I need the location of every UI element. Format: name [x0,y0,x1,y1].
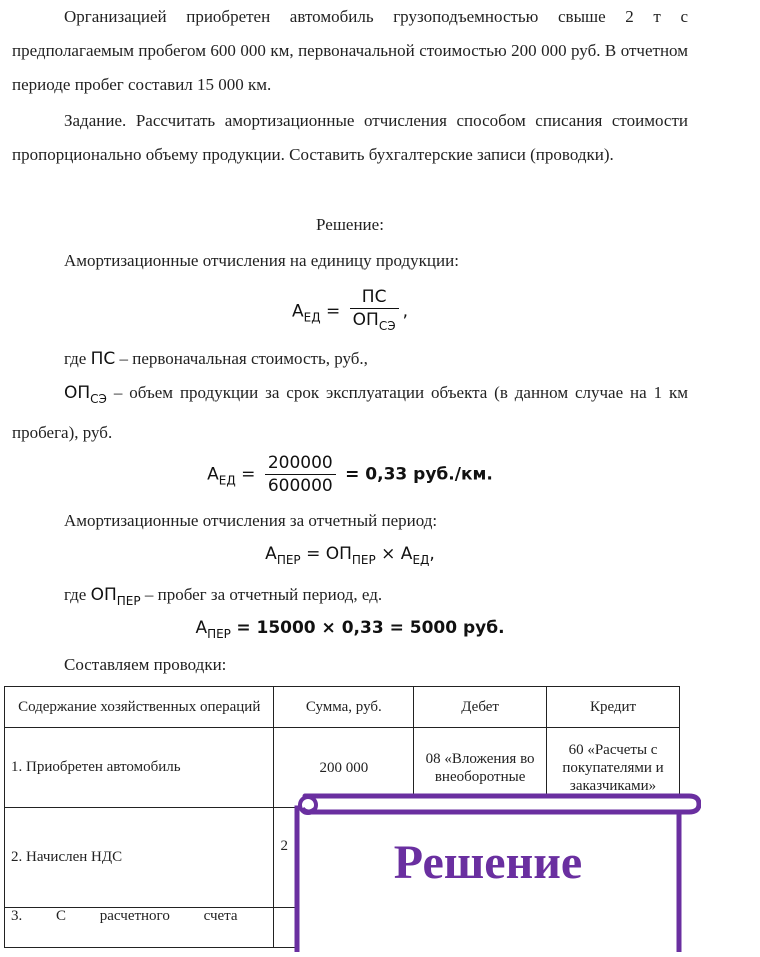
cell-operation: 1. Приобретен автомобиль [5,728,274,808]
paragraph-task: Задание. Рассчитать амортизационные отчисления способом списания стоимости пропорционально объему продукции. Составить бухгалтерские записи (проводки). [12,111,688,164]
cell-debit: 08 «Вложения во внеоборотные [414,728,547,808]
header-credit: Кредит [547,687,680,728]
overlay-label: Решение [393,836,583,889]
formula-period: $А_{ПЕР} = ОП_{ПЕР} \times А_{ЕД}$, [265,544,435,567]
header-sum: Сумма, руб. [274,687,414,728]
definition-op-per: где $ОП_{ПЕР}$ – пробег за отчетный период, ед. [64,585,383,608]
formula-per-unit-value: $А_{ЕД}$ = $\frac{200000}{600000}$ = 0,33 руб./км. [207,453,493,496]
cell-sum: 200 000 [274,728,414,808]
formula-per-unit: $А_{ЕД}$ = $\frac{ПС}{ОП_{СЭ}}$ , [291,287,408,333]
paragraph-period: Амортизационные отчисления за отчетный период: [64,511,438,530]
paragraph-entries: Составляем проводки: [64,655,227,674]
cell-operation: 2. Начислен НДС [5,808,274,908]
paragraph-per-unit: Амортизационные отчисления на единицу продукции: [64,251,459,270]
definition-op-se: $ОП_{СЭ}$ – объем продукции за срок эксплуатации объекта (в данном случае на 1 км пробега), руб. [12,383,688,442]
scroll-frame-icon [291,792,701,952]
header-operation: Содержание хозяйственных операций [5,687,274,728]
header-debit: Дебет [414,687,547,728]
cell-operation: 3. С расчетного счета [5,908,274,948]
cell-credit: 60 «Расчеты с покупателями и заказчиками» [547,728,680,808]
formula-period-value: $А_{ПЕР} = 15000 \times 0,33 = 5000$ руб. [195,618,505,641]
paragraph-intro: Организацией приобретен автомобиль грузоподъемностью свыше 2 т с предполагаемым пробегом 600 000 км, первоначальной стоимостью 200 000 руб. В отчетном периоде пробег составил 15 000 км. [12,7,688,94]
solution-scroll-button[interactable] [291,792,701,952]
table-header-row [5,687,680,728]
cell-sum: 2 [274,808,414,908]
definition-pc: где ПС – первоначальная стоимость, руб., [64,349,368,369]
solution-heading: Решение: [316,215,384,234]
